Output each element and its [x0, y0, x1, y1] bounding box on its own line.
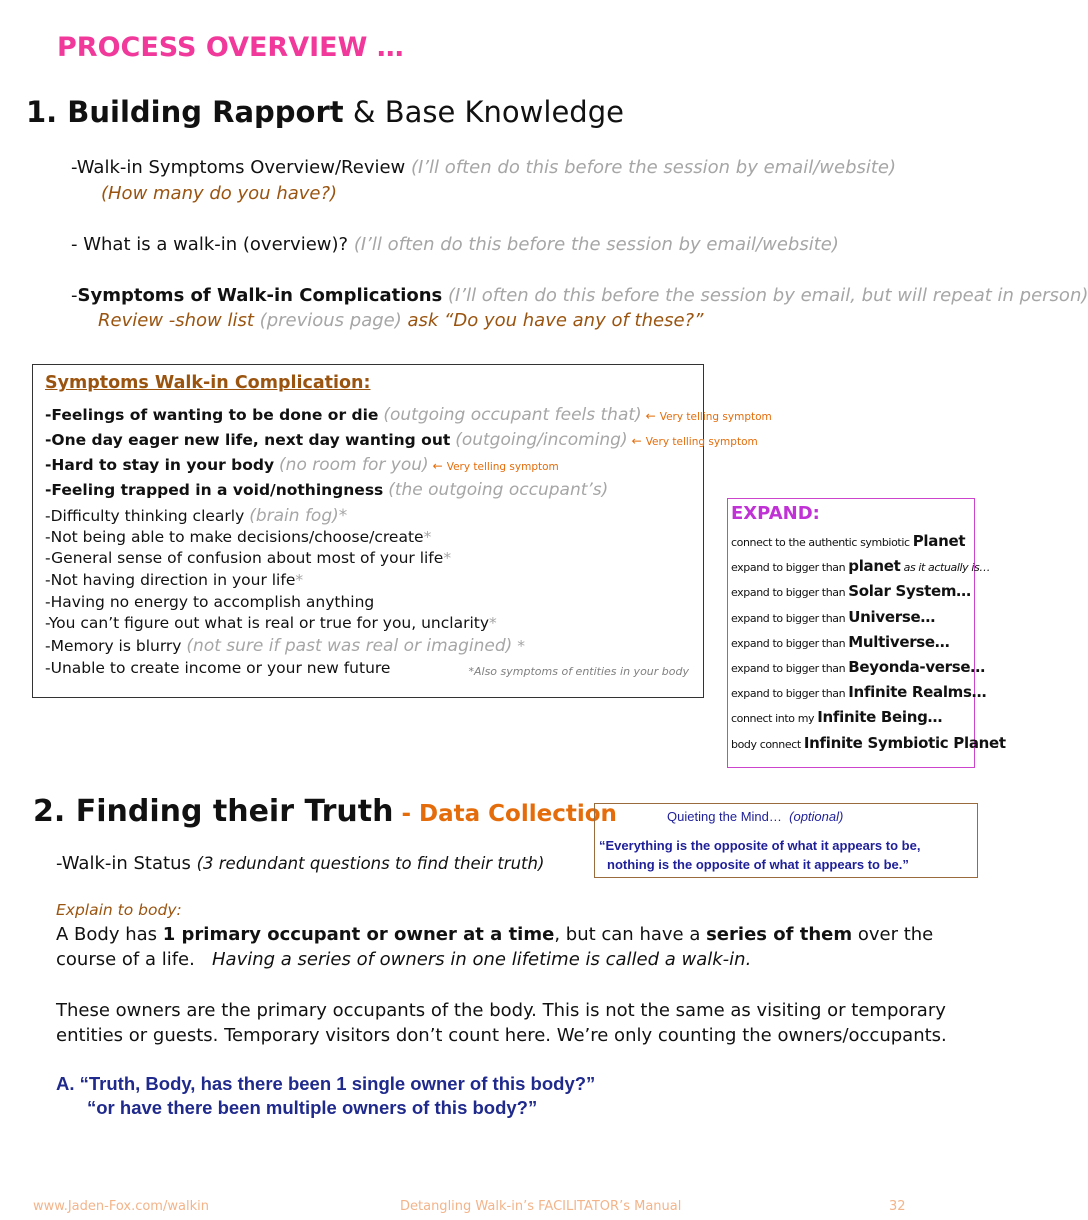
expand-suffix: as it actually is… — [900, 561, 990, 575]
very-telling-label: Very telling symptom — [645, 436, 758, 448]
review-instruction — [98, 310, 703, 331]
p1-c: , but can have a — [554, 924, 707, 945]
section-1-heading-bold: 1. Building Rapport — [26, 95, 344, 129]
symptom-asterisk: * — [423, 528, 432, 546]
symptom-text: -You can’t figure out what is real or true for you, unclarity — [45, 614, 490, 632]
symptom-text: -General sense of confusion about most of your life — [45, 549, 444, 567]
expand-prefix: body connect — [731, 737, 804, 751]
symptom-asterisk: * — [295, 571, 304, 589]
quieting-mind-title — [667, 809, 843, 824]
very-telling-label: Very telling symptom — [446, 461, 559, 473]
symptom-item — [45, 549, 451, 567]
symptom-note: (the outgoing occupant’s) — [388, 480, 609, 500]
symptom-item — [45, 506, 347, 526]
quiet-title-text: Quieting the Mind… — [667, 809, 782, 824]
expand-target: Infinite Symbiotic Planet — [803, 733, 1006, 752]
expand-prefix: connect to the authentic symbiotic — [731, 536, 913, 549]
expand-line — [731, 633, 950, 651]
symptom-text: -Memory is blurry — [45, 637, 182, 655]
symptom-note: (outgoing/incoming) — [455, 430, 628, 450]
expand-line — [731, 658, 985, 676]
symptom-text: -Feelings of wanting to be done or die — [45, 406, 379, 424]
how-many-question: (How many do you have?) — [101, 183, 338, 204]
expand-target: Planet — [912, 532, 966, 550]
review-text: Review -show list — [98, 310, 254, 331]
p1-d: series of them — [706, 924, 853, 945]
paragraph-owners — [56, 922, 956, 972]
symptom-text: -Unable to create income or your new future — [45, 659, 391, 677]
symptom-note: (no room for you) — [279, 455, 429, 475]
expand-line — [731, 582, 971, 600]
expand-target: Infinite Being… — [817, 708, 943, 727]
left-arrow-icon: ← — [631, 434, 642, 448]
expand-line — [731, 608, 935, 626]
symptom-item — [45, 571, 303, 589]
symptom-item — [45, 659, 390, 677]
symptoms-complications-item — [71, 285, 1088, 306]
status-note: (3 redundant questions to find their truth) — [196, 854, 545, 873]
symptoms-box — [32, 364, 772, 698]
paragraph-occupants: These owners are the primary occupants of the body. This is not the same as visiting or temporary entities or guests. Temporary visitors don’t count here. We’re only counting the owners/occupants. — [56, 1000, 947, 1046]
what-is-walkin-item — [71, 234, 839, 255]
symptom-asterisk: * — [443, 549, 452, 567]
expand-prefix: expand to bigger than — [731, 636, 849, 650]
section-2-heading — [33, 794, 617, 829]
item-text: -Walk-in Symptoms Overview/Review — [71, 157, 406, 178]
symptom-item — [45, 455, 559, 475]
symptom-note: (outgoing occupant feels that) — [383, 405, 642, 425]
expand-line — [731, 532, 965, 550]
review-gray: (previous page) — [259, 310, 402, 331]
very-telling-label: Very telling symptom — [659, 411, 772, 423]
question-a-line-2: “or have there been multiple owners of this body?” — [87, 1097, 538, 1118]
symptom-text: -Hard to stay in your body — [45, 456, 275, 474]
expand-line — [731, 734, 1006, 752]
quieting-mind-box — [594, 803, 978, 878]
item-text: - What is a walk-in (overview)? — [71, 234, 349, 255]
symptom-item — [45, 614, 497, 632]
status-text: -Walk-in Status — [56, 853, 191, 874]
section-2-heading-main: 2. Finding their Truth — [33, 794, 394, 829]
item-bold: Symptoms of Walk-in Complications — [77, 285, 443, 306]
footer-website: www.Jaden-Fox.com/walkin — [33, 1199, 209, 1214]
quote-line-1: “Everything is the opposite of what it appears to be, — [599, 838, 921, 853]
review-ask: ask “Do you have any of these?” — [407, 310, 704, 331]
symptom-text: -One day eager new life, next day wanting out — [45, 431, 451, 449]
quieting-mind-quote — [599, 836, 920, 874]
expand-prefix: expand to bigger than — [731, 611, 849, 625]
footer-page-number: 32 — [889, 1199, 906, 1214]
expand-prefix: expand to bigger than — [731, 561, 849, 575]
symptoms-box-title: Symptoms Walk-in Complication: — [45, 373, 371, 393]
quote-line-2: nothing is the opposite of what it appears to be.” — [607, 857, 909, 872]
p1-f: Having a series of owners in one lifetime is called a walk-in. — [212, 949, 752, 970]
item-note: (I’ll often do this before the session by email, but will repeat in person) — [448, 285, 1088, 306]
expand-line — [731, 708, 942, 726]
expand-prefix: expand to bigger than — [731, 662, 849, 675]
expand-box-title: EXPAND: — [731, 503, 820, 524]
symptom-item — [45, 528, 431, 546]
question-a — [56, 1072, 595, 1120]
section-2-subtitle: - Data Collection — [393, 801, 617, 827]
walkin-symptoms-overview-item — [71, 157, 896, 178]
expand-prefix: connect into my — [731, 712, 818, 726]
symptom-text: -Having no energy to accomplish anything — [45, 593, 375, 611]
symptom-item — [45, 480, 608, 500]
symptom-item — [45, 636, 525, 656]
item-note: (I’ll often do this before the session by email/website) — [353, 234, 839, 255]
expand-box — [727, 498, 1006, 768]
question-a-line-1: A. “Truth, Body, has there been 1 single owner of this body?” — [56, 1073, 596, 1094]
expand-target: Infinite Realms… — [848, 683, 987, 702]
symptom-text: -Not being able to make decisions/choose/create — [45, 528, 424, 546]
quiet-optional: (optional) — [789, 809, 844, 824]
section-1-heading-rest: & Base Knowledge — [343, 95, 624, 129]
symptom-item — [45, 405, 772, 425]
item-prefix: - — [71, 285, 78, 306]
symptom-note: (not sure if past was real or imagined) — [186, 636, 513, 656]
page-title: PROCESS OVERVIEW … — [57, 32, 404, 63]
symptom-note: (brain fog)* — [249, 506, 348, 526]
symptom-asterisk: * — [512, 637, 525, 655]
symptom-item — [45, 430, 758, 450]
section-1-heading — [26, 95, 624, 129]
symptoms-footnote: *Also symptoms of entities in your body — [468, 665, 689, 678]
expand-prefix: expand to bigger than — [731, 687, 849, 701]
expand-target: Multiverse… — [848, 632, 950, 651]
item-note: (I’ll often do this before the session by email/website) — [411, 157, 897, 178]
expand-target: Beyonda-verse… — [848, 658, 985, 676]
expand-line — [731, 683, 986, 701]
walkin-status-line — [56, 853, 544, 874]
symptom-text: -Difficulty thinking clearly — [45, 507, 245, 525]
symptom-asterisk: * — [489, 614, 497, 632]
p1-b: 1 primary occupant or owner at a time — [162, 924, 555, 945]
expand-target: Solar System… — [848, 582, 971, 601]
expand-prefix: expand to bigger than — [731, 586, 849, 600]
explain-to-body-label: Explain to body: — [56, 901, 182, 919]
symptom-text: -Not having direction in your life — [45, 571, 296, 589]
expand-target: planet — [848, 557, 901, 576]
symptom-text: -Feeling trapped in a void/nothingness — [45, 481, 384, 499]
left-arrow-icon: ← — [645, 409, 656, 423]
p1-e: over the course of a life. — [56, 924, 939, 970]
expand-target: Universe… — [848, 607, 936, 626]
p1-a: A Body has — [56, 924, 163, 945]
left-arrow-icon: ← — [432, 459, 443, 473]
symptom-item — [45, 593, 374, 611]
expand-line — [731, 557, 990, 575]
footer-manual-title: Detangling Walk-in’s FACILITATOR’s Manual — [400, 1199, 682, 1214]
